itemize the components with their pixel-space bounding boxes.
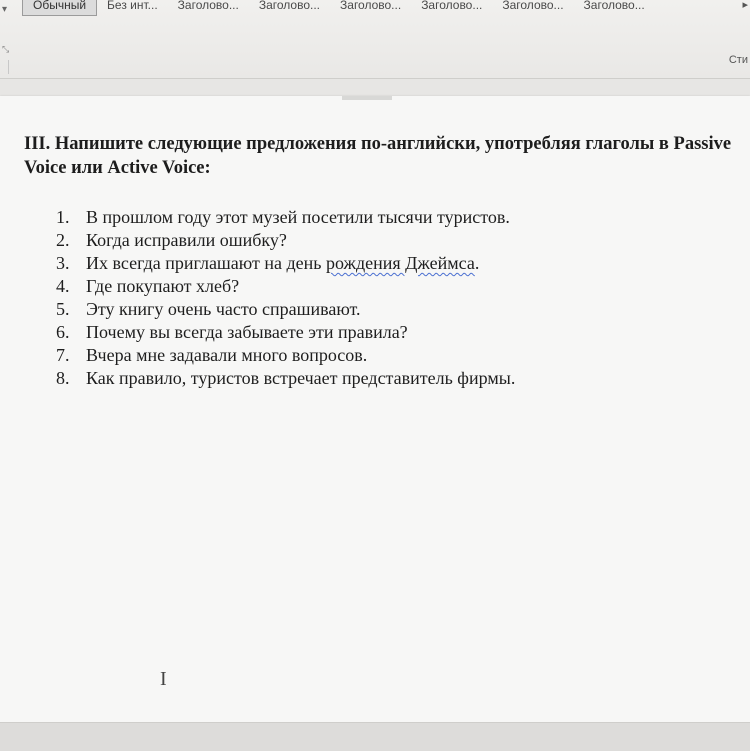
list-item bbox=[56, 229, 515, 252]
item-text: В прошлом году этот музей посетили тысячи туристов. bbox=[86, 207, 510, 227]
list-item bbox=[56, 206, 515, 229]
list-item bbox=[56, 321, 515, 344]
list-item bbox=[56, 344, 515, 367]
item-text: Почему вы всегда забываете эти правила? bbox=[86, 322, 408, 342]
style-heading-6[interactable]: Заголово... bbox=[583, 0, 645, 12]
list-item bbox=[56, 298, 515, 321]
style-heading-3[interactable]: Заголово... bbox=[340, 0, 402, 12]
gallery-more-icon[interactable]: ▸ bbox=[742, 0, 748, 11]
item-number: 1. bbox=[56, 207, 70, 227]
style-heading-1[interactable]: Заголово... bbox=[177, 0, 239, 12]
spellcheck-marked-text[interactable]: рождения Джеймса bbox=[325, 253, 475, 273]
document-page[interactable] bbox=[0, 96, 750, 722]
item-number: 7. bbox=[56, 345, 70, 365]
style-heading-5[interactable]: Заголово... bbox=[502, 0, 564, 12]
item-number: 4. bbox=[56, 276, 70, 296]
styles-gallery bbox=[0, 0, 655, 16]
item-number: 6. bbox=[56, 322, 70, 342]
list-item bbox=[56, 275, 515, 298]
page-margin-mark bbox=[342, 96, 392, 100]
item-text: Эту книгу очень часто спрашивают. bbox=[86, 299, 361, 319]
item-text-end: . bbox=[474, 253, 480, 273]
item-number: 8. bbox=[56, 368, 70, 388]
item-text: Где покупают хлеб? bbox=[86, 276, 240, 296]
item-number: 2. bbox=[56, 230, 70, 250]
item-text: Их всегда приглашают на день bbox=[86, 253, 326, 273]
item-number: 5. bbox=[56, 299, 70, 319]
item-text: Когда исправили ошибку? bbox=[86, 230, 287, 250]
ribbon bbox=[0, 0, 750, 79]
styles-pane-label[interactable]: Сти bbox=[728, 54, 748, 66]
ribbon-divider bbox=[8, 60, 9, 74]
list-item bbox=[56, 252, 515, 275]
style-heading-2[interactable]: Заголово... bbox=[258, 0, 321, 12]
item-text: Как правило, туристов встречает представитель фирмы. bbox=[86, 368, 516, 388]
style-no-spacing[interactable]: Без инт... bbox=[107, 0, 158, 12]
style-normal[interactable]: Обычный bbox=[22, 0, 97, 16]
item-number: 3. bbox=[56, 253, 70, 273]
style-heading-4[interactable]: Заголово... bbox=[421, 0, 483, 12]
list-item bbox=[56, 367, 515, 390]
text-cursor-icon: I bbox=[160, 668, 167, 690]
exercise-heading: III. Напишите следующие предложения по-английски, употребляя глаголы в Passive Voice или Active Voice: bbox=[24, 134, 732, 178]
group-launcher-icon[interactable]: ⤡ bbox=[2, 44, 10, 54]
status-area bbox=[0, 722, 750, 751]
item-text: Вчера мне задавали много вопросов. bbox=[86, 345, 368, 365]
chevron-down-icon[interactable]: ▾ bbox=[2, 4, 8, 15]
sentence-list bbox=[56, 206, 515, 390]
